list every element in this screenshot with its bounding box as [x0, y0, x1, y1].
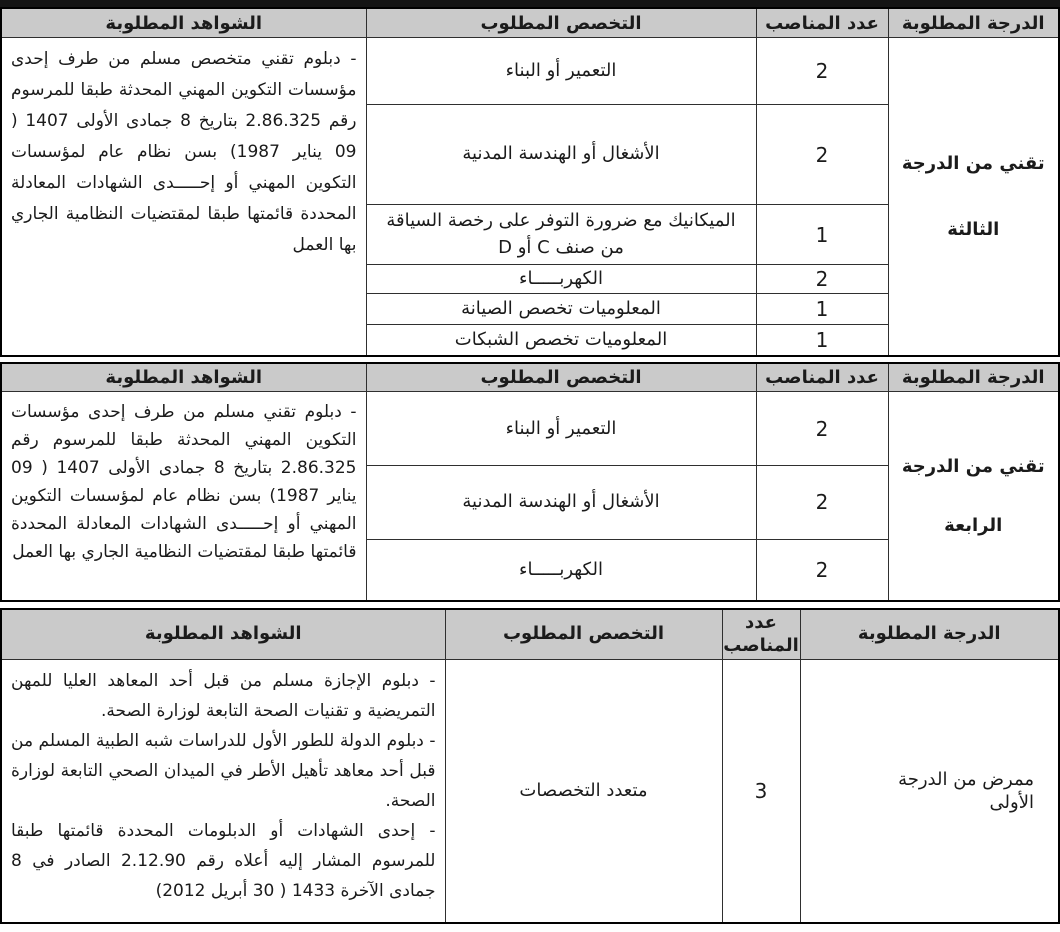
positions-count: 1 [756, 205, 888, 265]
certificates-cell [1, 392, 366, 602]
degree-cell [888, 392, 1059, 602]
certificates-item: - دبلوم الدولة للطور الأول للدراسات شبه الطبية المسلم من قبل أحد معاهد تأهيل الأطر في الميدان الصحي التابعة لوزارة الصحة. [11, 731, 436, 811]
positions-count: 2 [756, 105, 888, 205]
table-header-row [1, 8, 1059, 38]
specialty-cell: الميكانيك مع ضرورة التوفر على رخصة السياقة من صنف C أو D [366, 205, 756, 265]
certificates-item: - إحدى الشهادات أو الدبلومات المحددة قائمتها طبقا للمرسوم المشار إليه أعلاه رقم 2.12.90 الصادر في 8 جمادى الآخرة 1433 ( 30 أبريل 2012) [11, 821, 436, 901]
specialty-cell: التعمير أو البناء [366, 38, 756, 105]
grade1-nurse-table [0, 608, 1060, 924]
specialty-cell: التعمير أو البناء [366, 392, 756, 466]
certificates-column-header: الشواهد المطلوبة [1, 363, 366, 392]
degree-text: تقني من الدرجة [901, 456, 1045, 477]
certificates-column-header: الشواهد المطلوبة [1, 8, 366, 38]
degree-rank-text: الثالثة [947, 218, 1000, 240]
degree-column-header: الدرجة المطلوبة [888, 363, 1059, 392]
specialty-cell: الكهربـــــاء [366, 265, 756, 294]
positions-count: 2 [756, 265, 888, 294]
degree-rank-text: الأولى [989, 792, 1034, 813]
positions-count: 1 [756, 294, 888, 325]
certificates-cell [1, 38, 366, 356]
certificates-cell [1, 660, 445, 924]
positions-count: 2 [756, 392, 888, 466]
positions-count: 1 [756, 325, 888, 356]
specialty-cell: متعدد التخصصات [445, 660, 722, 924]
grade4-technician-table [0, 362, 1060, 602]
positions-column-header: عدد المناصب [756, 8, 888, 38]
table-header-row [1, 609, 1059, 660]
degree-cell [800, 660, 1059, 924]
specialty-column-header: التخصص المطلوب [366, 8, 756, 38]
degree-text: تقني من الدرجة [901, 152, 1045, 174]
table-row [1, 392, 1059, 466]
specialty-column-header: التخصص المطلوب [366, 363, 756, 392]
degree-cell [888, 38, 1059, 356]
positions-count: 2 [756, 466, 888, 539]
specialty-cell: المعلوميات تخصص الصيانة [366, 294, 756, 325]
specialty-cell: المعلوميات تخصص الشبكات [366, 325, 756, 356]
degree-text: ممرض من الدرجة [898, 769, 1034, 790]
positions-count: 2 [756, 539, 888, 601]
certificates-text-box [11, 398, 357, 594]
specialty-column-header: التخصص المطلوب [445, 609, 722, 660]
certificates-text-box [11, 666, 436, 916]
positions-count: 3 [722, 660, 800, 924]
certificates-text: - دبلوم تقني مسلم من طرف إحدى مؤسسات التكوين المهني المحدثة طبقا للمرسوم رقم 2.86.325 بتاريخ 8 جمادى الأولى 1407 ( 09 يناير 1987) بسن نظام عام لمؤسسات التكوين المهني أو إحـــــدى الشهادات المعادلة المحددة قائمتها طبقا لمقتضيات النظامية الجاري بها العمل [11, 402, 357, 562]
certificates-text: - دبلوم تقني متخصص مسلم من طرف إحدى مؤسسات التكوين المهني المحدثة طبقا للمرسوم رقم 2.86.325 بتاريخ 8 جمادى الأولى 1407 ( 09 يناير 1987) بسن نظام عام لمؤسسات التكوين المهني أو إحـــــدى الشهادات المعادلة المحددة قائمتها طبقا لمقتضيات النظامية الجاري بها العمل [11, 49, 357, 255]
certificates-item: - دبلوم الإجازة مسلم من قبل أحد المعاهد العليا للمهن التمريضية و تقنيات الصحة التابعة لوزارة الصحة. [11, 671, 436, 721]
degree-column-header: الدرجة المطلوبة [800, 609, 1059, 660]
certificates-text-box [11, 44, 357, 344]
table-header-row [1, 363, 1059, 392]
specialty-cell: الأشغال أو الهندسة المدنية [366, 466, 756, 539]
table-row [1, 660, 1059, 924]
positions-column-header: عدد المناصب [722, 609, 800, 660]
certificates-column-header: الشواهد المطلوبة [1, 609, 445, 660]
specialty-cell: الكهربـــــاء [366, 539, 756, 601]
degree-column-header: الدرجة المطلوبة [888, 8, 1059, 38]
scan-edge-artifact [0, 0, 1060, 7]
specialty-cell: الأشغال أو الهندسة المدنية [366, 105, 756, 205]
table-row [1, 38, 1059, 105]
positions-count: 2 [756, 38, 888, 105]
positions-column-header: عدد المناصب [756, 363, 888, 392]
degree-rank-text: الرابعة [944, 515, 1003, 536]
grade3-technician-table [0, 7, 1060, 357]
